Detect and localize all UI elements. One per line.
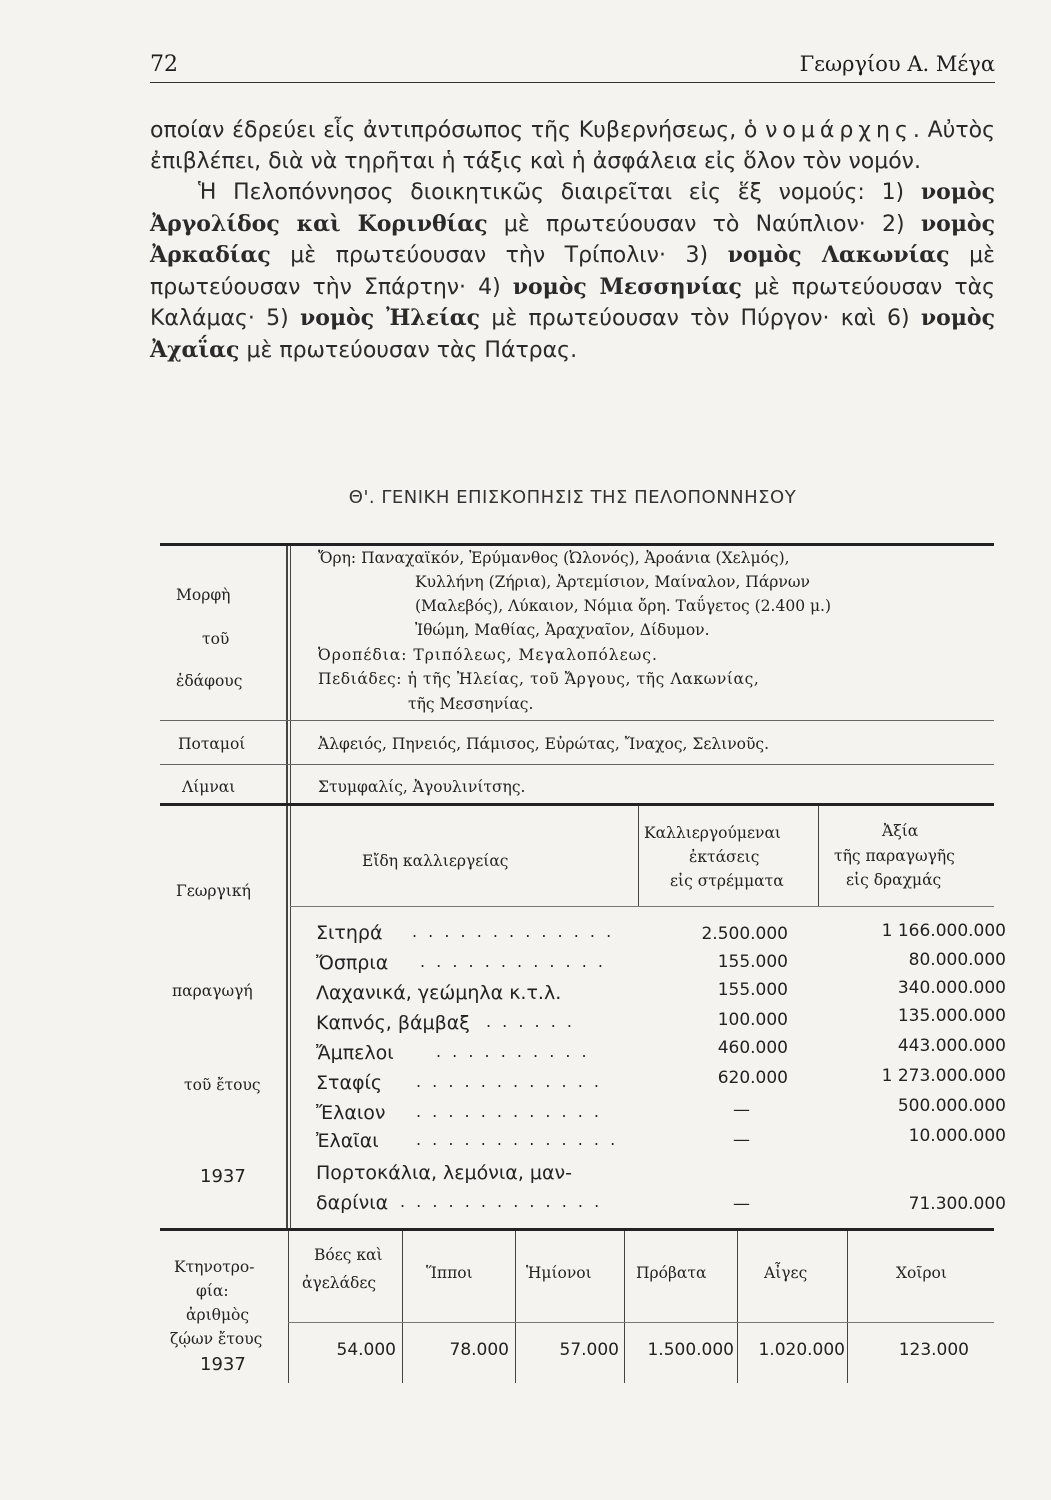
leader-dots: . . . . . . . . . . . . bbox=[416, 1072, 602, 1091]
agriculture-label-line: Γεωργική bbox=[176, 882, 251, 900]
relief-line: Ὄρη: Παναχαϊκόν, Ἐρύμανθος (Ὠλονός), Ἀροάνια (Χελμός), bbox=[318, 549, 790, 567]
header-rule bbox=[288, 1322, 994, 1323]
production-value: 135.000.000 bbox=[897, 1006, 1006, 1026]
table-column-divider bbox=[288, 1231, 289, 1383]
header-rule bbox=[290, 906, 994, 907]
livestock-value: 1.500.000 bbox=[647, 1340, 734, 1360]
leader-dots: . . . . . . bbox=[486, 1012, 575, 1031]
value-header-line: τῆς παραγωγῆς bbox=[834, 847, 955, 865]
rivers-value: Ἀλφειός, Πηνειός, Πάμισος, Εὐρώτας, Ἴναχος, Σελινοῦς. bbox=[318, 735, 770, 753]
livestock-value: 78.000 bbox=[449, 1340, 509, 1360]
crop-name: Λαχανικά, γεώμηλα κ.τ.λ. bbox=[316, 982, 562, 1004]
production-value: 1 166.000.000 bbox=[881, 921, 1006, 941]
leader-dots: . . . . . . . . . . . . . bbox=[400, 1192, 603, 1211]
table-column-divider bbox=[402, 1231, 403, 1383]
table-column-divider bbox=[290, 546, 291, 804]
livestock-value: 123.000 bbox=[898, 1340, 969, 1360]
relief-line: Ἰθώμη, Μαθίας, Ἀραχναῖον, Δίδυμον. bbox=[415, 621, 710, 639]
row-rule bbox=[160, 720, 994, 721]
table-column-divider bbox=[638, 806, 639, 906]
crop-name: Σταφίς bbox=[316, 1072, 383, 1094]
table-column-divider bbox=[286, 546, 288, 804]
paragraph-1: οποίαν έδρεύει εἷς ἀντιπρόσωπος τῆς Κυβερνήσεως, ὁ νομάρχης. Αὐτὸς ἐπιβλέπει, διὰ νὰ τηρῆται ἡ τάξις καὶ ἡ ἀσφάλεια εἰς ὅλον τὸν νομόν. bbox=[150, 118, 995, 174]
running-title: Γεωργίου Α. Μέγα bbox=[799, 52, 995, 76]
production-value: 443.000.000 bbox=[897, 1036, 1006, 1056]
relief-line: Ὀροπέδια: Τριπόλεως, Μεγαλοπόλεως. bbox=[318, 646, 658, 664]
leader-dots: . . . . . . . . . . . . bbox=[416, 1102, 602, 1121]
rivers-label: Ποταμοί bbox=[178, 735, 246, 753]
area-header-line: ἐκτάσεις bbox=[689, 848, 760, 866]
livestock-label-line: ἀριθμὸς bbox=[186, 1306, 250, 1324]
production-value: 500.000.000 bbox=[897, 1096, 1006, 1116]
production-value: 10.000.000 bbox=[908, 1126, 1006, 1146]
column-header: Ἡμίονοι bbox=[526, 1264, 592, 1282]
lakes-label: Λίμναι bbox=[182, 778, 236, 796]
leader-dots: . . . . . . . . . . . . . bbox=[416, 1130, 619, 1149]
relief-line: Κυλλήνη (Ζήρια), Ἀρτεμίσιον, Μαίναλον, Πάρνων bbox=[415, 573, 810, 591]
livestock-label-line: Κτηνοτρο- bbox=[174, 1258, 255, 1276]
agriculture-label-line: 1937 bbox=[200, 1166, 246, 1187]
leader-dots: . . . . . . . . . . . . . bbox=[412, 922, 615, 941]
relief-label-line: Μορφὴ bbox=[176, 586, 231, 604]
livestock-label-line: ζῴων ἔτους bbox=[170, 1330, 263, 1348]
crop-name: Πορτοκάλια, λεμόνια, μαν- bbox=[316, 1162, 572, 1184]
table-bottom-rule bbox=[160, 1228, 994, 1231]
area-value: 155.000 bbox=[717, 952, 788, 972]
agriculture-label-line: τοῦ ἔτους bbox=[184, 1076, 261, 1094]
area-header-line: εἰς στρέμματα bbox=[670, 872, 784, 890]
page-header bbox=[150, 48, 995, 83]
relief-line: τῆς Μεσσηνίας. bbox=[408, 695, 534, 713]
table-column-divider bbox=[818, 806, 819, 906]
table-column-divider bbox=[737, 1231, 738, 1383]
body-text bbox=[150, 116, 995, 366]
area-value: 155.000 bbox=[717, 980, 788, 1000]
leader-dots: . . . . . . . . . . . . bbox=[420, 952, 606, 971]
relief-line: Πεδιάδες: ἡ τῆς Ἠλείας, τοῦ Ἄργους, τῆς Λακωνίας, bbox=[318, 670, 760, 688]
area-value: — bbox=[733, 1130, 750, 1150]
column-header: Βόες καὶ bbox=[314, 1246, 383, 1264]
crop-name: Ἔλαιον bbox=[316, 1102, 386, 1124]
leader-dots: . . . . . . . . . . bbox=[436, 1042, 590, 1061]
column-header: Πρόβατα bbox=[636, 1264, 707, 1282]
lakes-value: Στυμφαλίς, Ἀγουλινίτσης. bbox=[318, 778, 526, 796]
paragraph-2: Ἡ Πελοπόννησος διοικητικῶς διαιρεῖται εἰς ἕξ νομούς: 1) νομὸς Ἀργολίδος καὶ Κορινθίας μὲ πρωτεύουσαν τὸ Ναύπλιον· 2) νομὸς Ἀρκαδίας μὲ πρωτεύουσαν τὴν Τρίπολιν· 3) νομὸς Λακωνίας μὲ πρωτεύουσαν τὴν Σπάρτην· 4) νομὸς Μεσσηνίας μὲ πρωτεύουσαν τὰς Καλάμας· 5) νομὸς Ἠλείας μὲ πρωτεύουσαν τὸν Πύργον· καὶ 6) νομὸς Ἀχαΐας μὲ πρωτεύουσαν τὰς Πάτρας. bbox=[150, 179, 996, 363]
table-column-divider bbox=[847, 1231, 848, 1383]
area-value: 2.500.000 bbox=[701, 924, 788, 944]
column-header: Ἵπποι bbox=[426, 1264, 473, 1282]
table-column-divider bbox=[290, 806, 291, 1228]
livestock-value: 57.000 bbox=[559, 1340, 619, 1360]
crop-name: Ἄμπελοι bbox=[316, 1042, 394, 1064]
table-column-divider bbox=[624, 1231, 625, 1383]
area-value: 460.000 bbox=[717, 1038, 788, 1058]
production-value: 80.000.000 bbox=[908, 950, 1006, 970]
value-header-line: Ἀξία bbox=[882, 822, 919, 840]
crop-name: Ἐλαῖαι bbox=[316, 1130, 379, 1152]
column-header: Αἶγες bbox=[764, 1264, 808, 1282]
area-value: — bbox=[733, 1100, 750, 1120]
livestock-label-line: 1937 bbox=[200, 1354, 246, 1375]
column-header: ἀγελάδες bbox=[302, 1274, 377, 1292]
agriculture-label-line: παραγωγή bbox=[172, 982, 253, 1000]
production-value: 340.000.000 bbox=[897, 978, 1006, 998]
crop-name: δαρίνια bbox=[316, 1192, 389, 1214]
livestock-value: 54.000 bbox=[336, 1340, 396, 1360]
area-value: 620.000 bbox=[717, 1068, 788, 1088]
row-rule bbox=[160, 764, 994, 765]
relief-line: (Μαλεβός), Λύκαιον, Νόμια ὄρη. Ταΰγετος (2.400 μ.) bbox=[415, 597, 832, 615]
crop-header: Εἴδη καλλιεργείας bbox=[362, 852, 509, 870]
crop-name: Ὄσπρια bbox=[316, 952, 389, 974]
page-number: 72 bbox=[150, 52, 178, 77]
relief-label-line: ἐδάφους bbox=[176, 672, 243, 690]
table-column-divider bbox=[515, 1231, 516, 1383]
section-title: Θ'. ΓΕΝΙΚΗ ΕΠΙΣΚΟΠΗΣΙΣ ΤΗΣ ΠΕΛΟΠΟΝΝΗΣΟΥ bbox=[348, 487, 797, 508]
production-value: 1 273.000.000 bbox=[881, 1066, 1006, 1086]
column-header: Χοῖροι bbox=[896, 1264, 947, 1282]
area-header-line: Καλλιεργούμεναι bbox=[644, 824, 782, 842]
crop-name: Σιτηρά bbox=[316, 922, 383, 944]
value-header-line: εἰς δραχμάς bbox=[846, 871, 942, 889]
livestock-label-line: φία: bbox=[196, 1282, 229, 1300]
production-value: 71.300.000 bbox=[908, 1194, 1006, 1214]
relief-label-line: τοῦ bbox=[202, 630, 230, 648]
table-column-divider bbox=[286, 806, 288, 1228]
livestock-value: 1.020.000 bbox=[758, 1340, 845, 1360]
area-value: 100.000 bbox=[717, 1010, 788, 1030]
area-value: — bbox=[733, 1194, 750, 1214]
crop-name: Καπνός, βάμβαξ bbox=[316, 1012, 470, 1034]
